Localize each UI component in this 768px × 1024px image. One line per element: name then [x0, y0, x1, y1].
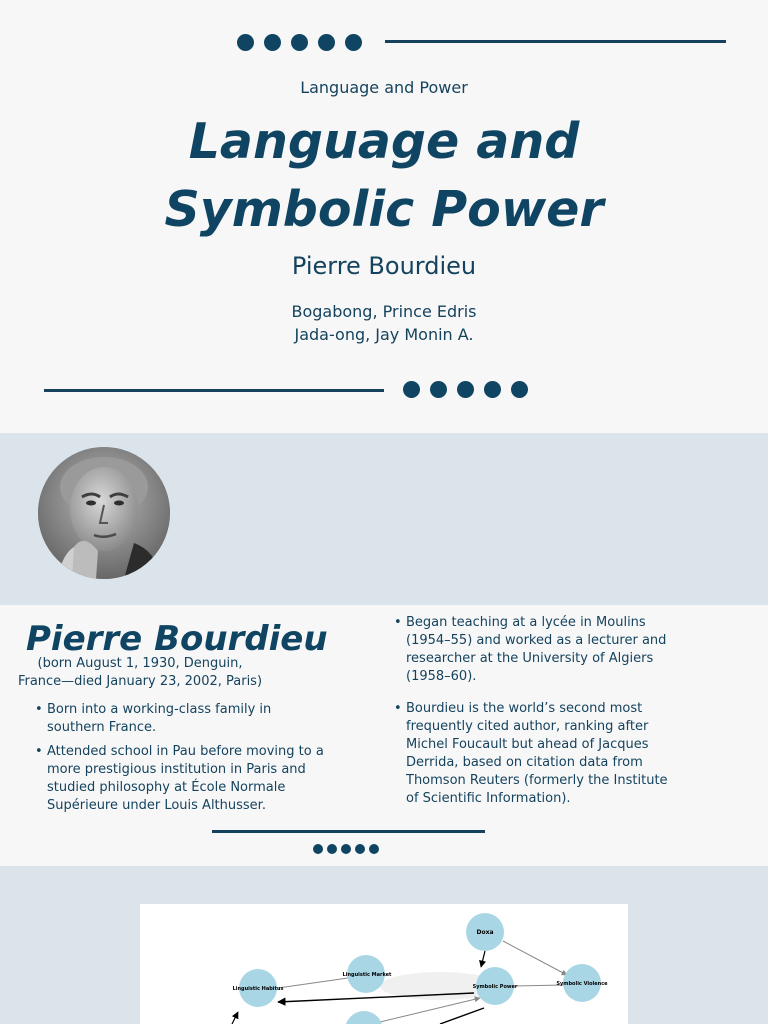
- dot-icon: [318, 34, 335, 51]
- dot-icon: [264, 34, 281, 51]
- decorative-dots-bio: [313, 844, 379, 854]
- list-item: • Attended school in Pau before moving to a more prestigious institution in Paris and studied philosophy at École Normale Supérieure under Louis Althusser.: [35, 743, 325, 815]
- dot-icon: [313, 844, 323, 854]
- dot-icon: [355, 844, 365, 854]
- bullet-list-right: [394, 614, 674, 822]
- label-symbolic-violence: Symbolic Violence: [556, 981, 608, 987]
- biography-section: [0, 605, 768, 866]
- portrait-band: [0, 433, 768, 605]
- portrait-photo: [38, 447, 170, 579]
- node-lower: [345, 1011, 383, 1024]
- label-doxa: Doxa: [476, 929, 494, 936]
- slide-subtitle: Language and Power: [300, 78, 468, 97]
- dot-icon: [484, 381, 501, 398]
- biography-heading: Pierre Bourdieu: [26, 619, 328, 659]
- list-item: • Born into a working-class family in southern France.: [35, 701, 325, 737]
- divider-line-top: [385, 40, 726, 43]
- concept-diagram-svg: [140, 904, 628, 1024]
- edge-doxa-power: [481, 951, 485, 967]
- edge-doxa-violence: [503, 941, 567, 975]
- slide-title-line2: Symbolic Power: [164, 181, 604, 238]
- dot-icon: [369, 844, 379, 854]
- label-linguistic-habitus: Linguistic Habitus: [232, 986, 284, 992]
- presenter-name: Bogabong, Prince Edris: [291, 302, 477, 321]
- dates-line: (born August 1, 1930, Denguin,: [37, 656, 243, 671]
- biography-dates: [10, 655, 270, 691]
- dot-icon: [345, 34, 362, 51]
- dot-icon: [327, 844, 337, 854]
- avatar: [38, 447, 170, 579]
- dot-icon: [237, 34, 254, 51]
- edge-lower-power-2: [440, 1008, 484, 1024]
- label-linguistic-market: Linguistic Market: [342, 972, 392, 978]
- diagram-band: [0, 866, 768, 1024]
- presenter-name: Jada-ong, Jay Monin A.: [294, 325, 474, 344]
- slide-title-line1: Language and: [188, 113, 580, 170]
- slide-author: Pierre Bourdieu: [291, 252, 477, 280]
- slide-title: [0, 108, 768, 244]
- decorative-dots-top: [237, 34, 362, 51]
- dot-icon: [511, 381, 528, 398]
- dot-icon: [403, 381, 420, 398]
- divider-line-bottom: [44, 389, 384, 392]
- divider-line-bio: [212, 830, 485, 833]
- list-item: • Bourdieu is the world’s second most frequently cited author, ranking after Michel Foucault but ahead of Jacques Derrida, based on citation data from Thomson Reuters (formerly the Institute of Scientific Information).: [394, 700, 674, 808]
- dot-icon: [430, 381, 447, 398]
- edge-lower-habitus: [232, 1012, 238, 1024]
- bullet-list-left: [35, 701, 325, 821]
- dates-line: France—died January 23, 2002, Paris): [17, 674, 263, 689]
- title-slide: [0, 0, 768, 433]
- edge-habitus-market: [278, 978, 348, 988]
- dot-icon: [457, 381, 474, 398]
- edge-lower-power: [380, 998, 480, 1022]
- dot-icon: [291, 34, 308, 51]
- decorative-dots-bottom: [403, 381, 528, 398]
- presenters: [0, 300, 768, 346]
- label-symbolic-power: Symbolic Power: [472, 984, 518, 990]
- concept-diagram: [140, 904, 628, 1024]
- dot-icon: [341, 844, 351, 854]
- list-item: • Began teaching at a lycée in Moulins (1954–55) and worked as a lecturer and researcher at the University of Algiers (1958–60).: [394, 614, 674, 686]
